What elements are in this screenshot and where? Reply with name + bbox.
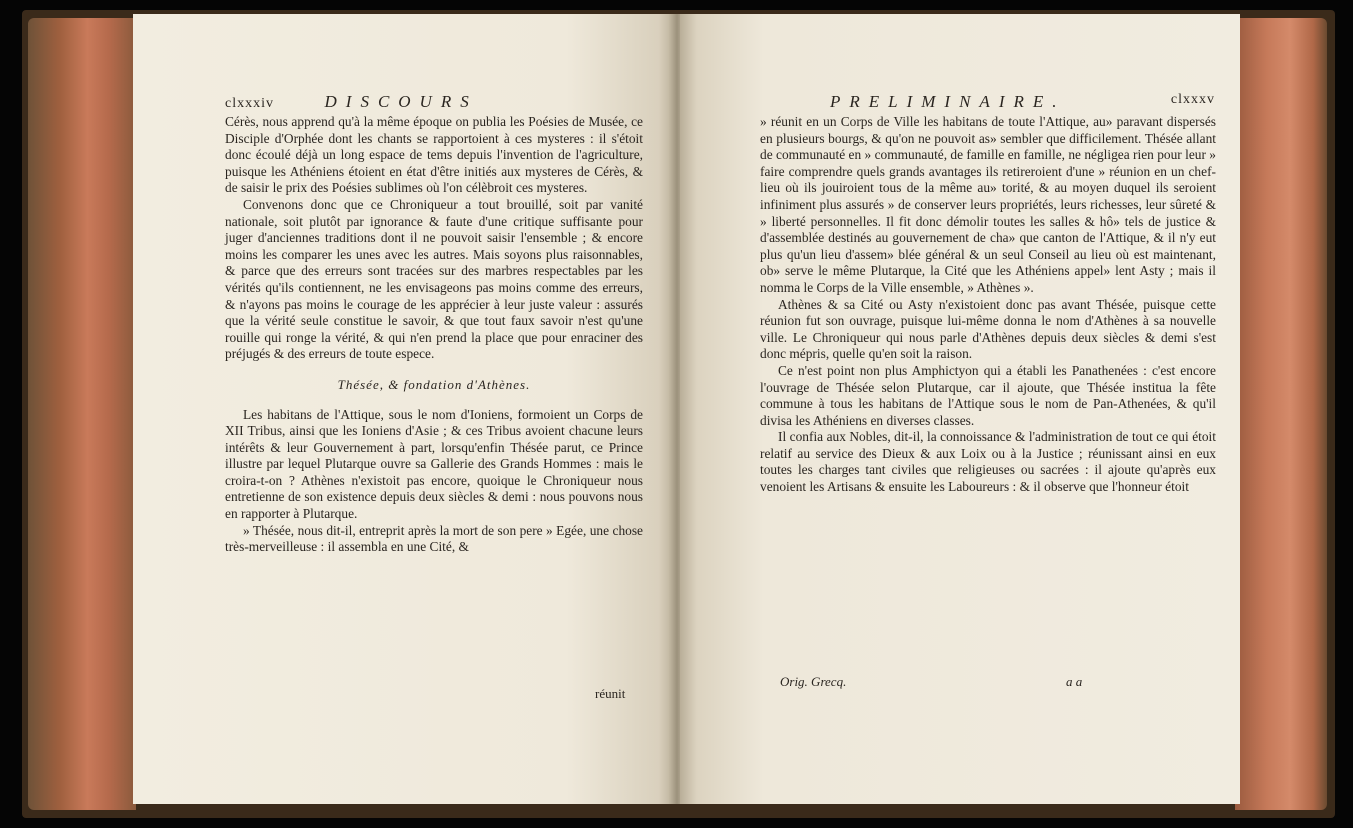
left-paragraph-3: Les habitans de l'Attique, sous le nom d'Ioniens, formoient un Corps de XII Tribus, ainsi que les Ioniens d'Asie ; & ces Tribus avoient chacune leurs intérêts & leur Gouvernement à part, lorsqu'enfin Thésée parut, ce Prince illustre par lequel Plutarque ouvre sa Gallerie des Grands Hommes : mais le croira-t-on ? Athènes n'existoit pas encore, quoique le Chroniqueur nous entretienne de son existence depuis deux siècles & demi : nous pouvons nous en rapporter à Plutarque. [225, 406, 643, 522]
left-running-head [225, 92, 478, 112]
right-paragraph-3: Ce n'est point non plus Amphictyon qui a établi les Panathenées : c'est encore l'ouvrage de Thésée selon Plutarque, car il ajoute, que Thésée institua la fête commune à tous les habitans de l'Attique sous le nom de Pan-Athenées, & qu'il divisa les Athéniens en diverses classes. [760, 362, 1216, 428]
right-running-head [830, 92, 1215, 112]
left-running-title: DISCOURS [324, 92, 478, 111]
left-page [133, 14, 675, 804]
right-paragraph-2: Athènes & sa Cité ou Asty n'existoient donc pas avant Thésée, puisque cette réunion fut son ouvrage, puisque lui-même donna le nom d'Athènes à sa nouvelle ville. Le Chroniqueur qui nous parle d'Athènes depuis deux siècles & demi s'est donc mépris, quelle qu'en soit la raison. [760, 296, 1216, 362]
right-page [680, 14, 1240, 804]
right-page-edges [1235, 18, 1327, 810]
right-running-title: PRELIMINAIRE. [830, 92, 1066, 111]
signature-mark: Orig. Grecq. [780, 674, 847, 689]
section-title: Thésée, & fondation d'Athènes. [337, 376, 531, 392]
left-page-number: clxxxiv [225, 96, 274, 111]
left-catchword: réunit [595, 686, 626, 701]
left-paragraph-1: Cérès, nous apprend qu'à la même époque on publia les Poésies de Musée, ce Disciple d'Orphée dont les chants se rapportoient à ces mysteres : il s'étoit donc écoulé déjà un long espace de tems depuis l'invention de l'agriculture, puisque les Athéniens étoient en état d'être initiés aux mysteres de Cérès, & de saisir le prix des Poésies sublimes où l'on célèbroit ces mysteres. [225, 114, 643, 196]
right-paragraph-1: » réunit en un Corps de Ville les habitans de toute l'Attique, au» paravant dispersés en plusieurs bourgs, & qu'on ne pouvoit as» sembler que difficilement. Thésée allant de communauté en » communauté, de famille en famille, ne négligea rien pour leur » faire comprendre quels grands avantages ils retireroient d'une » réunion en un chef-lieu où ils jouiroient tous de la même au» torité, & au moyen duquel ils seroient infiniment plus assurés » de conserver leurs propriétés, leurs richesses, leur sûreté & » liberté personnelles. Il fit donc démolir toutes les salles & hô» tels de justice & d'assemblée destinés au gouvernement de cha» que canton de l'Attique, & il n'y eut plus qu'un lieu d'assem» blée général & un seul Conseil au lieu où est maintenant, ob» serve le même Plutarque, la Cité que les Athéniens appel» lent Asty ; mais il nomma le Corps de la Ville ensemble, » Athènes ». [760, 114, 1216, 295]
signature-letter: a a [1066, 674, 1083, 689]
right-page-number: clxxxv [1170, 92, 1215, 107]
left-page-text [225, 114, 643, 556]
right-page-text [760, 114, 1216, 496]
right-paragraph-4: Il confia aux Nobles, dit-il, la connoissance & l'administration de tout ce qui étoit relatif au service des Dieux & aux Loix ou à la Justice ; réunissant ainsi en eux toutes les charges tant civiles que religieuses ou sacrées : il ajoute qu'après eux venoient les Artisans & ensuite les Laboureurs : & il observe que l'honneur étoit [760, 429, 1216, 495]
left-page-edges [28, 18, 136, 810]
left-paragraph-2: Convenons donc que ce Chroniqueur a tout brouillé, soit par vanité nationale, soit plutôt par ignorance & faute d'une critique suffisante pour juger d'anciennes traditions dont il ne pouvoit saisir l'ensemble ; & encore moins les comparer les unes avec les autres. Mais soyons plus raisonnables, & parce que des erreurs sont tracées sur des marbres respectables par les vérités qu'ils contiennent, ne les envisageons pas moins comme des erreurs, & n'ayons pas moins le courage de les apprécier à leur juste valeur : assurés que la vérité seule constitue le savoir, & que tout faux savoir n'est qu'une rouille qui ronge la vérité, & qui n'en prend la place que pour enraciner des préjugés & des erreurs de toute espece. [225, 196, 643, 362]
left-paragraph-4: » Thésée, nous dit-il, entreprit après la mort de son pere » Egée, une chose très-merveilleuse : il assembla en une Cité, & [225, 522, 643, 555]
